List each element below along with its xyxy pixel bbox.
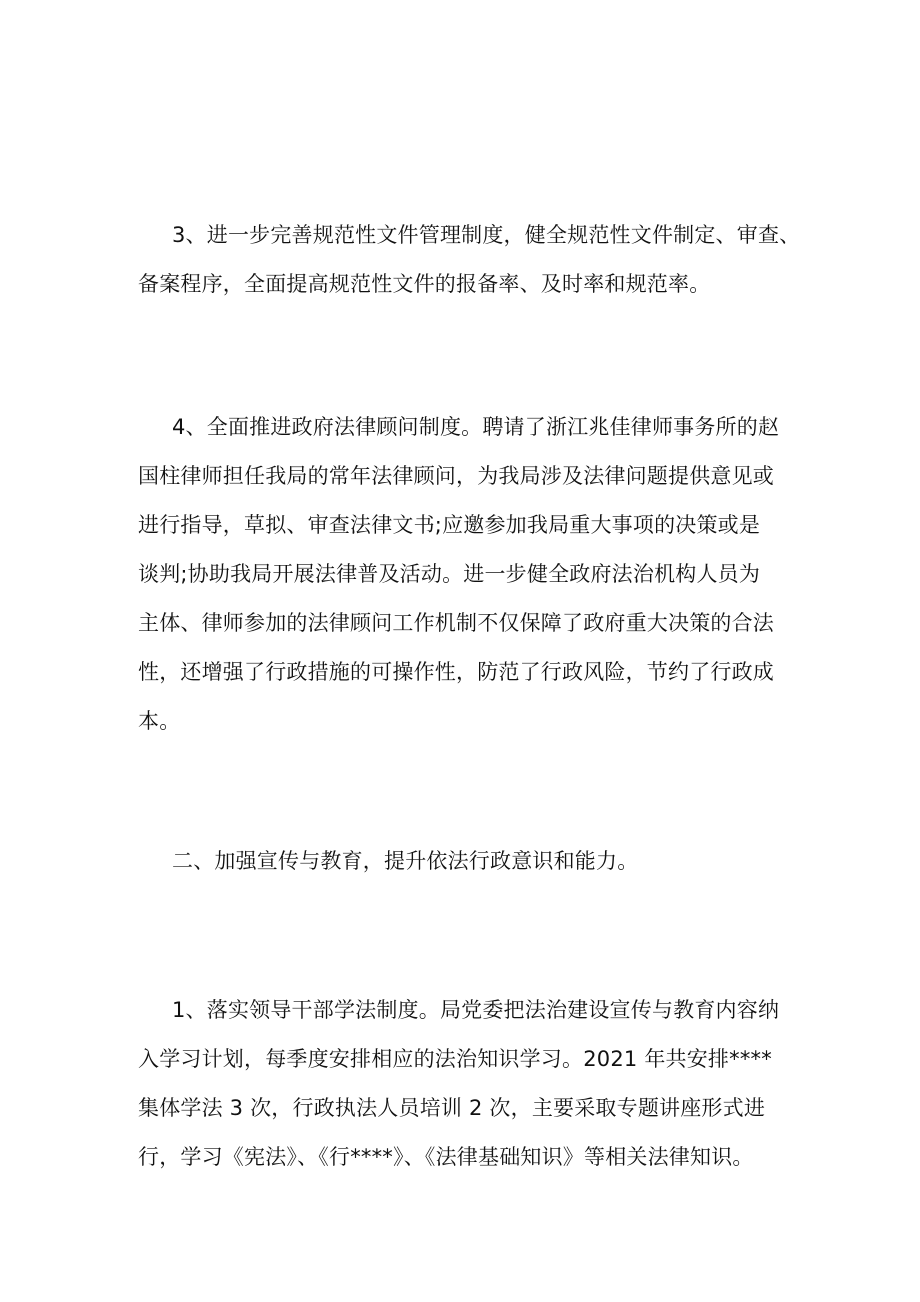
heading-line: 二、加强宣传与教育，提升依法行政意识和能力。 [172, 849, 639, 873]
paragraph-line: 行，学习《宪法》、《行****》、《法律基础知识》等相关法律知识。 [138, 1145, 754, 1169]
paragraph-line: 本。 [138, 709, 181, 733]
paragraph-legal-counsel [138, 403, 788, 746]
paragraph-line: 国柱律师担任我局的常年法律顾问，为我局涉及法律问题提供意见或 [138, 464, 774, 488]
paragraph-normative-documents [138, 211, 801, 309]
paragraph-line: 谈判;协助我局开展法律普及活动。进一步健全政府法治机构人员为 [138, 562, 761, 586]
paragraph-line: 集体学法 3 次，行政执法人员培训 2 次，主要采取专题讲座形式进 [138, 1096, 766, 1120]
paragraph-line: 1、落实领导干部学法制度。局党委把法治建设宣传与教育内容纳 [172, 998, 780, 1022]
paragraph-line: 入学习计划，每季度安排相应的法治知识学习。2021 年共安排**** [138, 1047, 772, 1071]
paragraph-line: 3、进一步完善规范性文件管理制度，健全规范性文件制定、审查、 [172, 223, 801, 247]
paragraph-line: 性，还增强了行政措施的可操作性，防范了行政风险，节约了行政成 [138, 660, 774, 684]
paragraph-line: 4、全面推进政府法律顾问制度。聘请了浙江兆佳律师事务所的赵 [172, 415, 780, 439]
paragraph-line: 主体、律师参加的法律顾问工作机制不仅保障了政府重大决策的合法 [138, 611, 774, 635]
section-heading [138, 837, 788, 886]
paragraph-line: 进行指导，草拟、审查法律文书;应邀参加我局重大事项的决策或是 [138, 513, 761, 537]
paragraph-leader-law-study [138, 986, 788, 1182]
paragraph-line: 备案程序，全面提高规范性文件的报备率、及时率和规范率。 [138, 272, 711, 296]
